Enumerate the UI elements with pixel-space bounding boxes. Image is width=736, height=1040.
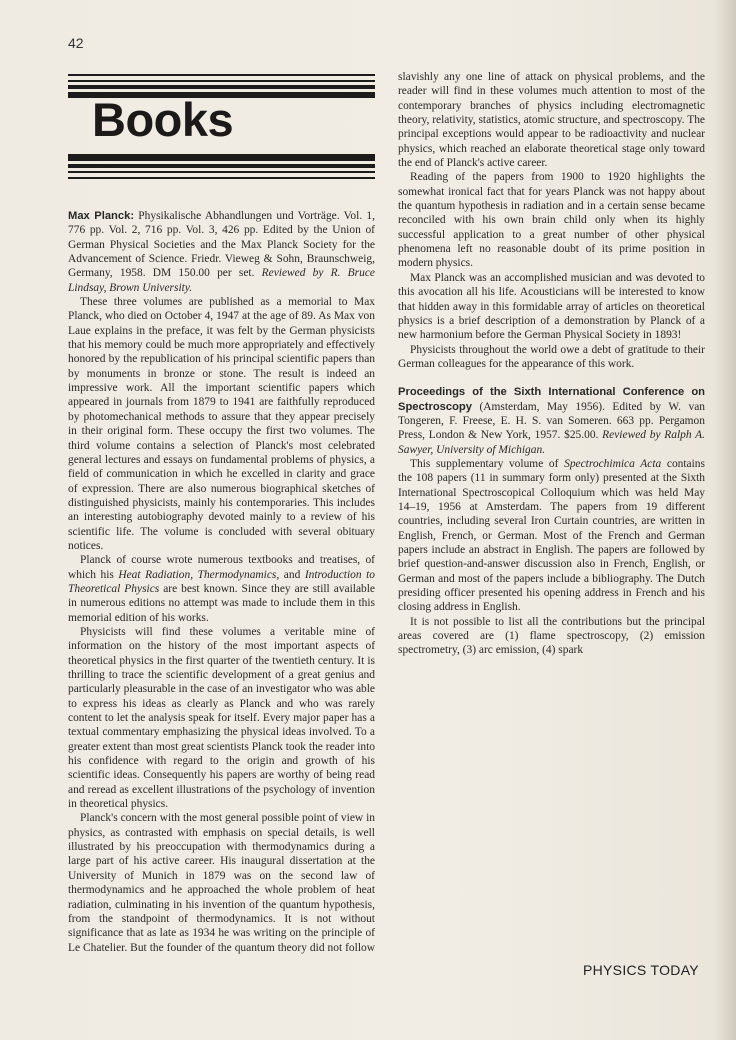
review2-details: (Amsterdam, May 1956). Edited by W. van Tongeren, F. Freese, E. H. S. van Someren. 663 pp. Pergamon Press, London & New York, 1957. $25.00.: [398, 400, 705, 442]
review1-details: Physikalische Abhandlungen und Vorträge. Vol. 1, 776 pp. Vol. 2, 716 pp. Vol. 3, 426 pp. Edited by the Union of German Physical Societies and the Max Planck Society for the Advancement of Science. Friedr. Vieweg & Sohn, Braunschweig, Germany, 1958. DM 150.00 per set.: [68, 210, 376, 280]
review1-paragraph: Physicists throughout the world owe a debt of gratitude to their German colleagues for the appearance of this work.: [398, 343, 705, 370]
journal-footer: PHYSICS TODAY: [583, 962, 699, 978]
review1-paragraph: Planck of course wrote numerous textbooks and treatises, of which his Heat Radiation, Thermodynamics, and Introduction to Theoretical Physics are best known. Since they are still available in numerous editions no attempt was made to include them in this memorial edition of his works.: [68, 554, 375, 624]
review1-paragraph: Reading of the papers from 1900 to 1920 highlights the somewhat ironical fact that for years Planck was not happy about the quantum hypothesis in radiation and in a certain sense became reconciled with his own brain child only when its highly successful application to a great number of other physical phenomena left no reasonable doubt of its prime position in modern physics.: [398, 171, 705, 270]
review-separator: [398, 371, 705, 385]
review2-title: Proceedings of the Sixth International Conference on Spectroscopy: [398, 386, 705, 413]
header-rules-bottom: [68, 154, 375, 179]
review2-reviewer: Reviewed by Ralph A. Sawyer, University of Michigan.: [398, 429, 705, 456]
review2-heading: [398, 385, 705, 457]
review2-paragraph: This supplementary volume of Spectrochimica Acta contains the 108 papers (11 in summary form only) presented at the Sixth International Spectroscopical Colloquium which was held May 14–19, 1956 at Amsterdam. The papers from 19 different countries, including several Iron Curtain countries, are written in English, French, or German. Most of the French and German papers include an abstract in English. The papers are followed by brief question-and-answer discussion also in French, English, or German and most of the papers include a bibliography. The Dutch presiding officer presented his opening address in French and his closing address in English.: [398, 457, 705, 614]
left-column: [68, 209, 375, 955]
right-column: [398, 70, 705, 658]
review1-heading: [68, 209, 375, 295]
review2-paragraph: It is not possible to list all the contributions but the principal areas covered are (1) flame spectroscopy, (2) emission spectrometry, (3) arc emission, (4) spark: [398, 615, 705, 657]
section-title: Books: [92, 93, 234, 146]
review1-paragraph-continuation: slavishly any one line of attack on physical problems, and the reader will find in these volumes much attention to most of the contemporary branches of physics including electromagnetic theory, relativity, statistics, atomic structure, and spectroscopy. The principal exceptions would appear to be radioactivity and nuclear physics, which reached an elaborate theoretical stage only toward the end of Planck's active career.: [398, 71, 705, 170]
review1-title: Max Planck:: [68, 210, 135, 222]
review1-paragraph: These three volumes are published as a memorial to Max Planck, who died on October 4, 1947 at the age of 89. As Max von Laue explains in the preface, it was felt by the German physicists that his memory could be much more appropriately and effectively honored by the republication of his principal scientific papers than by monuments in bronze or stone. The result is indeed an impressive work. All the important scientific papers which appeared in journals from 1879 to 1941 are faithfully reproduced by photomechanical methods to assure that they appear precisely in their original form. These occupy the first two volumes. The third volume contains a selection of Planck's most celebrated general lectures and essays on fundamental problems of physics, a field of communication in which he excelled in clarity and grace of expression. There are also numerous biographical sketches of distinguished physicists, mainly his contemporaries. This includes an interesting autobiography devoted mainly to a review of his scientific life. The volume is concluded with several obituary notices.: [68, 296, 375, 552]
review1-paragraph: Physicists will find these volumes a veritable mine of information on the history of the most important aspects of theoretical physics in the first quarter of the twentieth century. It is thrilling to trace the scientific development of a great genius and particularly pleasurable in the case of an investigator who was able to express his ideas as clearly as Planck and who was rarely content to let the analysis speak for itself. Every major paper has a textual commentary emphasizing the physical ideas involved. To a greater extent than most great scientists Planck took the reader into his confidence with regard to the origin and growth of his scientific ideas. Consequently his papers are worthy of being read and reread as excellent illustrations of the psychology of invention in theoretical physics.: [68, 625, 375, 811]
page-number: 42: [68, 35, 84, 51]
review1-reviewer: Reviewed by R. Bruce Lindsay, Brown University.: [68, 267, 375, 294]
review1-paragraph-continued: Planck's concern with the most general possible point of view in physics, as contrasted with emphasis on special details, is well illustrated by his preoccupation with thermodynamics during a large part of his active career. His inaugural dissertation at the University of Munich in 1879 was on the second law of thermodynamics and he approached the whole problem of heat radiation, culminating in his invention of the quantum hypothesis, from the standpoint of thermodynamics. It is not without significance that as late as 1934 he was writing on the principle of Le Chatelier. But the founder of the quantum theory did not follow: [68, 812, 375, 954]
review1-paragraph: Max Planck was an accomplished musician and was devoted to this avocation all his life. Acousticians will be interested to know that hidden away in this formidable array of articles on theoretical physics is a brief description of a demonstration by Planck of a new harmonium before the German Physical Society in 1893!: [398, 271, 705, 342]
